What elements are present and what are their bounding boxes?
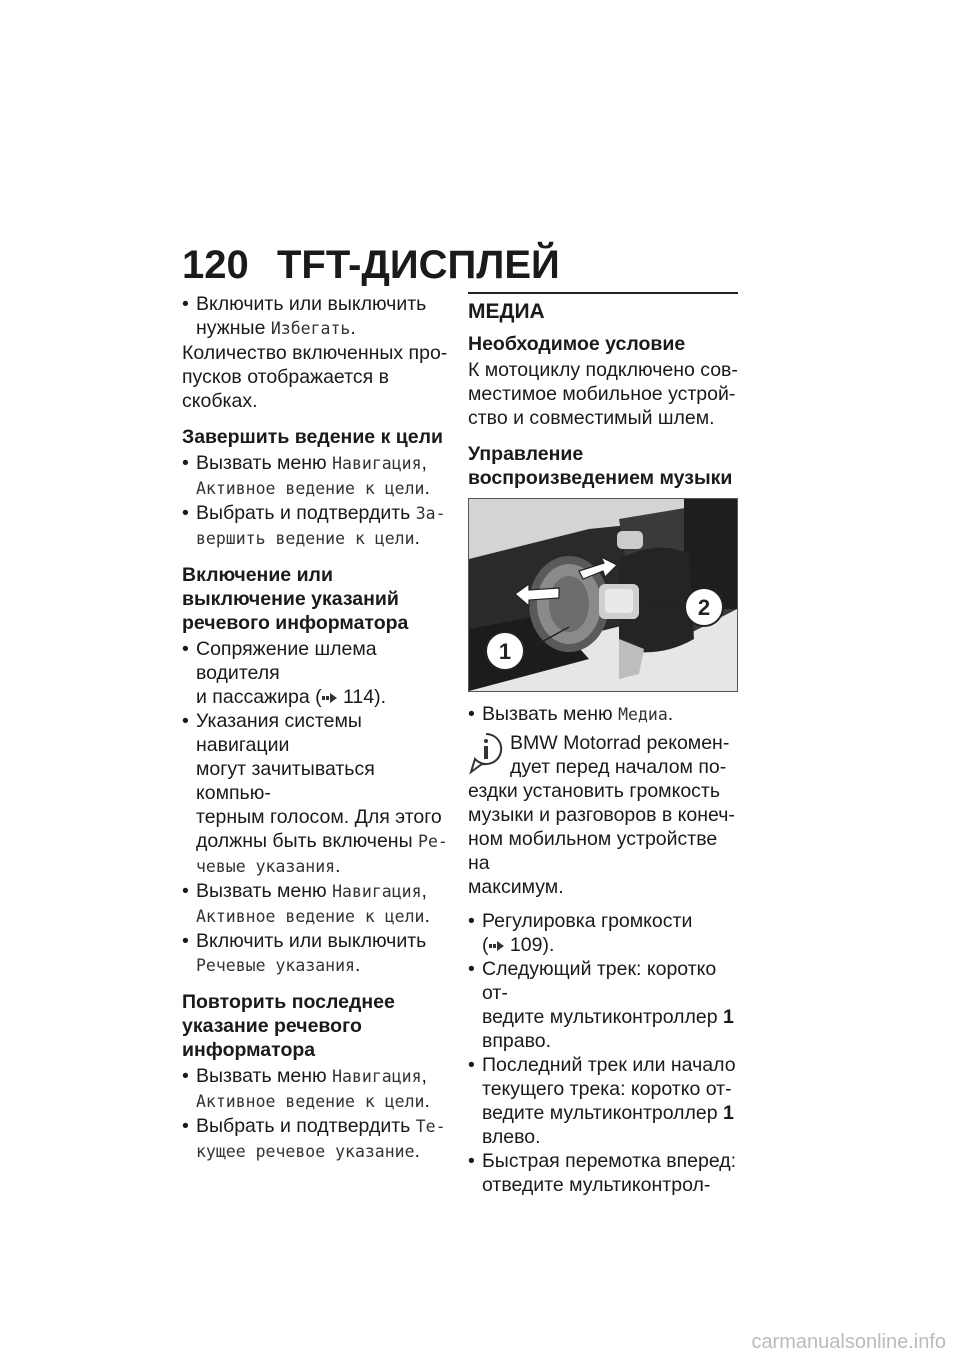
list-item bbox=[182, 292, 450, 341]
heading-line: речевого информатора bbox=[182, 612, 409, 634]
list-item bbox=[468, 1053, 738, 1149]
list-item bbox=[468, 1149, 738, 1197]
punct: , bbox=[421, 880, 427, 902]
callout-2: 2 bbox=[697, 595, 711, 620]
list-item bbox=[182, 637, 450, 709]
text-span: Выбрать и подтвердить bbox=[196, 1115, 416, 1137]
text-line: максимум. bbox=[468, 876, 564, 898]
punct: . bbox=[354, 954, 361, 976]
punct: . bbox=[667, 703, 674, 725]
menu-term: Навигация bbox=[332, 1067, 422, 1086]
page-header bbox=[182, 243, 560, 288]
heading-line: Повторить последнее bbox=[182, 991, 395, 1013]
text-span: Вызвать меню bbox=[196, 880, 333, 902]
text-line: ство и совместимый шлем. bbox=[468, 407, 715, 429]
menu-term: Активное ведение к цели bbox=[196, 479, 425, 498]
punct: ( bbox=[482, 934, 489, 956]
text-line: • Включить или выключить bbox=[196, 293, 427, 315]
heading-voice-output bbox=[182, 563, 450, 635]
text-line: ном мобильном устройстве на bbox=[468, 828, 718, 874]
heading-line: указание речевого bbox=[182, 1015, 362, 1037]
list-item bbox=[182, 879, 450, 929]
punct: . bbox=[424, 477, 430, 499]
text-line: местимое мобильное устрой- bbox=[468, 383, 736, 405]
list-item bbox=[182, 1064, 450, 1114]
text-span: Вызвать меню bbox=[196, 452, 333, 474]
punct: ). bbox=[542, 934, 555, 956]
text-line: влево. bbox=[482, 1126, 541, 1148]
paragraph bbox=[182, 341, 450, 413]
callout-1: 1 bbox=[498, 639, 512, 664]
heading-line: выключение указаний bbox=[182, 588, 399, 610]
handlebar-controller-photo bbox=[468, 498, 738, 692]
list-item bbox=[182, 929, 450, 978]
text-line: текущего трека: коротко от- bbox=[482, 1078, 732, 1100]
text-span: нужные bbox=[196, 317, 271, 339]
text-line: • Последний трек или начало bbox=[482, 1054, 736, 1076]
menu-term: Активное ведение к цели bbox=[196, 907, 425, 926]
punct: , bbox=[421, 1065, 427, 1087]
punct: . bbox=[414, 527, 420, 549]
menu-term: Навигация bbox=[332, 454, 422, 473]
punct: ). bbox=[374, 686, 387, 708]
list-item bbox=[468, 957, 738, 1053]
heading-line: Управление bbox=[468, 443, 584, 465]
text-line: могут зачитываться компью- bbox=[196, 758, 375, 804]
menu-term: Речевые указания bbox=[196, 956, 355, 975]
watermark: carmanualsonline.info bbox=[751, 1331, 946, 1353]
paragraph bbox=[468, 358, 738, 430]
punct: , bbox=[421, 452, 427, 474]
punct: . bbox=[424, 1090, 430, 1112]
page-title: TFT-ДИСПЛЕЙ bbox=[277, 243, 560, 287]
left-column bbox=[182, 292, 450, 1164]
text-span: Вызвать меню bbox=[482, 703, 619, 725]
text-line: • Следующий трек: коротко от- bbox=[482, 958, 717, 1004]
text-line: К мотоциклу подключено сов- bbox=[468, 359, 738, 381]
text-span: Вызвать меню bbox=[196, 1065, 333, 1087]
menu-term: Избегать bbox=[270, 319, 351, 338]
punct: . bbox=[414, 1140, 420, 1162]
menu-term: чевые указания bbox=[196, 857, 336, 876]
text-span: ведите мультиконтроллер bbox=[482, 1102, 724, 1124]
text-line: • Регулировка громкости bbox=[482, 910, 693, 932]
menu-term: вершить ведение к цели bbox=[196, 529, 415, 548]
text-span: должны быть включены bbox=[196, 830, 419, 852]
text-line: музыки и разговоров в конеч- bbox=[468, 804, 735, 826]
punct: . bbox=[350, 317, 356, 339]
punct: . bbox=[424, 905, 430, 927]
text-line: ездки установить громкость bbox=[468, 780, 721, 802]
heading-line: информатора bbox=[182, 1039, 316, 1061]
callout-ref: 1 bbox=[723, 1006, 734, 1028]
text-line: Количество включенных про- bbox=[182, 342, 448, 364]
menu-term: Те- bbox=[415, 1117, 446, 1136]
list-item bbox=[182, 451, 450, 501]
page-ref-arrow-icon bbox=[489, 940, 505, 952]
text-span: и пассажира ( bbox=[196, 686, 322, 708]
menu-term: За- bbox=[415, 504, 446, 523]
tip-box bbox=[468, 731, 738, 899]
info-icon bbox=[468, 731, 504, 775]
text-span: ведите мультиконтроллер bbox=[482, 1006, 724, 1028]
heading-requirement: Необходимое условие bbox=[468, 333, 686, 355]
text-line: вправо. bbox=[482, 1030, 552, 1052]
punct: . bbox=[335, 855, 341, 877]
heading-line: воспроизведением музыки bbox=[468, 467, 733, 489]
text-line: пусков отображается в скобках. bbox=[182, 366, 389, 412]
page-ref-arrow-icon bbox=[322, 692, 338, 704]
menu-term: Медиа bbox=[618, 705, 668, 724]
text-line: отведите мультиконтрол- bbox=[482, 1174, 711, 1196]
text-line: • Сопряжение шлема водителя bbox=[196, 638, 377, 684]
section-rule bbox=[468, 292, 738, 294]
heading-line: Включение или bbox=[182, 564, 333, 586]
text-line: • Быстрая перемотка вперед: bbox=[482, 1150, 737, 1172]
text-span: Выбрать и подтвердить bbox=[196, 502, 416, 524]
heading-music-control bbox=[468, 442, 738, 490]
right-column bbox=[468, 292, 738, 1197]
heading-repeat-instruction bbox=[182, 990, 450, 1062]
menu-term: Навигация bbox=[332, 882, 422, 901]
section-title-media: МЕДИА bbox=[468, 300, 545, 323]
list-item bbox=[182, 709, 450, 879]
page-ref-link[interactable]: 114 bbox=[343, 686, 375, 708]
list-item bbox=[182, 1114, 450, 1164]
list-item bbox=[468, 909, 738, 957]
list-item bbox=[468, 702, 738, 727]
text-line: BMW Motorrad рекомен- bbox=[510, 732, 730, 754]
callout-ref: 1 bbox=[723, 1102, 734, 1124]
page-ref-link[interactable]: 109 bbox=[509, 934, 543, 956]
menu-term: кущее речевое указание bbox=[196, 1142, 415, 1161]
text-line: • Указания системы навигации bbox=[196, 710, 362, 756]
heading-finish-guidance: Завершить ведение к цели bbox=[182, 426, 443, 448]
menu-term: Активное ведение к цели bbox=[196, 1092, 425, 1111]
text-line: дует перед началом по- bbox=[510, 756, 727, 778]
list-item bbox=[182, 501, 450, 551]
text-line: терным голосом. Для этого bbox=[196, 806, 442, 828]
menu-term: Ре- bbox=[418, 832, 448, 851]
page-number: 120 bbox=[182, 243, 249, 287]
text-line: • Включить или выключить bbox=[196, 930, 427, 952]
